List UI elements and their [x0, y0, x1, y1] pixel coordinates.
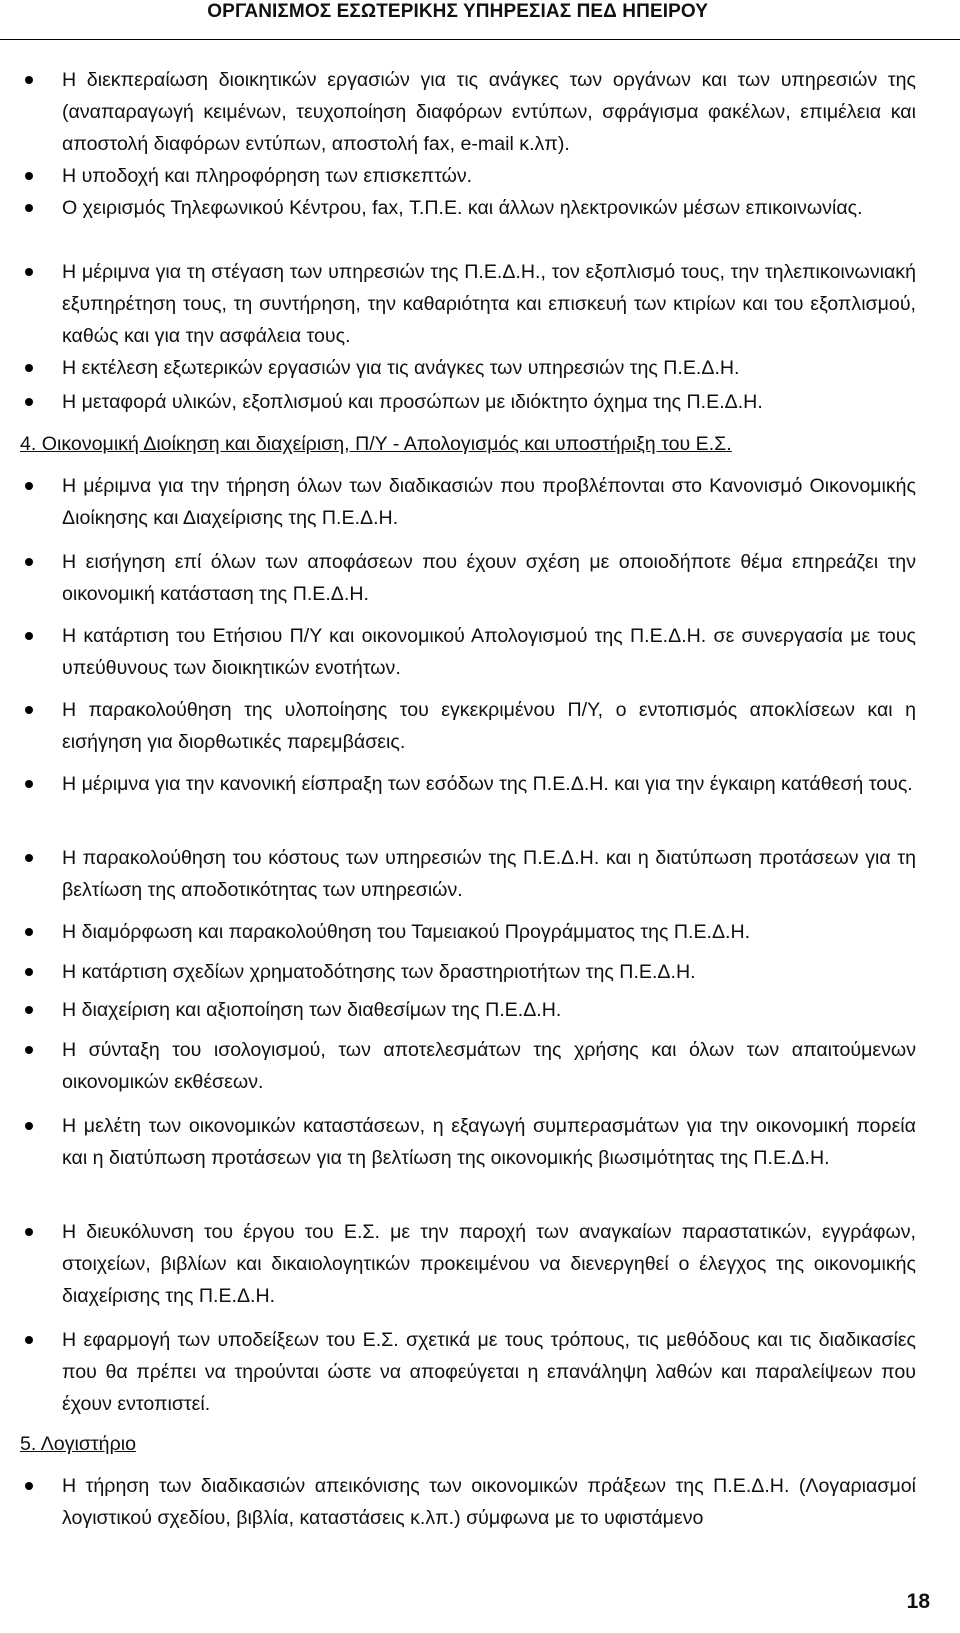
bullet-icon: [25, 1006, 33, 1014]
page-number: 18: [906, 1590, 930, 1613]
bullet-icon: [25, 928, 33, 936]
list-item-text: Η υποδοχή και πληροφόρηση των επισκεπτών.: [62, 165, 473, 187]
bullet-icon: [25, 1122, 33, 1130]
list-item-text: Η μέριμνα για την τήρηση όλων των διαδικασιών που προβλέπονται στο Κανονισμό Οικονομικής Διοίκησης και Διαχείρισης της Π.Ε.Δ.Η.: [62, 475, 916, 529]
bullet-icon: [25, 364, 33, 372]
bullet-icon: [25, 706, 33, 714]
list-item-text: Η διεκπεραίωση διοικητικών εργασιών για τις ανάγκες των οργάνων και των υπηρεσιών της (αναπαραγωγή κειμένων, τευχοποίηση διαφόρων εντύπων, σφράγισμα φακέλων, επιμέλεια και αποστολή διαφόρων εντύπων, αποστολή fax, e-mail κ.λπ).: [62, 69, 916, 155]
bullet-icon: [25, 1336, 33, 1344]
bullet-icon: [25, 558, 33, 566]
bullet-icon: [25, 1482, 33, 1490]
header-title: ΟΡΓΑΝΙΣΜΟΣ ΕΣΩΤΕΡΙΚΗΣ ΥΠΗΡΕΣΙΑΣ ΠΕΔ ΗΠΕΙΡΟΥ: [207, 1, 708, 22]
list-item-text: Η κατάρτιση σχεδίων χρηματοδότησης των δραστηριοτήτων της Π.Ε.Δ.Η.: [62, 961, 696, 983]
bullet-icon: [25, 1046, 33, 1054]
list-item-text: Ο χειρισμός Τηλεφωνικού Κέντρου, fax, Τ.Π.Ε. και άλλων ηλεκτρονικών μέσων επικοινωνίας.: [62, 197, 863, 219]
bullet-icon: [25, 968, 33, 976]
bullet-icon: [25, 854, 33, 862]
list-item-text: Η μέριμνα για τη στέγαση των υπηρεσιών της Π.Ε.Δ.Η., τον εξοπλισμό τους, την τηλεπικοινωνιακή εξυπηρέτηση τους, τη συντήρηση, την καθαριότητα και επισκευή των κτιρίων και του εξοπλισμού, καθώς και για την ασφάλεια τους.: [62, 261, 916, 347]
list-item-text: Η κατάρτιση του Ετήσιου Π/Υ και οικονομικού Απολογισμού της Π.Ε.Δ.Η. σε συνεργασία με τους υπεύθυνους των διοικητικών ενοτήτων.: [62, 625, 916, 679]
bullet-icon: [25, 1228, 33, 1236]
list-item-text: Η εφαρμογή των υποδείξεων του Ε.Σ. σχετικά με τους τρόπους, τις μεθόδους και τις διαδικασίες που θα πρέπει να τηρούνται ώστε να αποφεύγεται η επανάληψη λαθών και παραλείψεων που έχουν εντοπιστεί.: [62, 1329, 916, 1415]
list-item-text: Η σύνταξη του ισολογισμού, των αποτελεσμάτων της χρήσης και όλων των απαιτούμενων οικονομικών εκθέσεων.: [62, 1039, 916, 1093]
bullet-icon: [25, 268, 33, 276]
bullet-icon: [25, 780, 33, 788]
list-item-text: Η μελέτη των οικονομικών καταστάσεων, η εξαγωγή συμπερασμάτων για την οικονομική πορεία και η διατύπωση προτάσεων για τη βελτίωση της οικονομικής βιωσιμότητας της Π.Ε.Δ.Η.: [62, 1115, 916, 1169]
list-item-text: Η μεταφορά υλικών, εξοπλισμού και προσώπων με ιδιόκτητο όχημα της Π.Ε.Δ.Η.: [62, 391, 763, 413]
page-header: [0, 0, 960, 40]
list-item-text: Η παρακολούθηση της υλοποίησης του εγκεκριμένου Π/Υ, ο εντοπισμός αποκλίσεων και η εισήγηση για διορθωτικές παρεμβάσεις.: [62, 699, 916, 753]
list-item-text: Η τήρηση των διαδικασιών απεικόνισης των οικονομικών πράξεων της Π.Ε.Δ.Η. (Λογαριασμοί λογιστικού σχεδίου, βιβλία, καταστάσεις κ.λπ.) σύμφωνα με το υφιστάμενο: [62, 1475, 916, 1529]
list-item-text: Η εισήγηση επί όλων των αποφάσεων που έχουν σχέση με οποιοδήποτε θέμα επηρεάζει την οικονομική κατάσταση της Π.Ε.Δ.Η.: [62, 551, 916, 605]
bullet-icon: [25, 398, 33, 406]
bullet-icon: [25, 632, 33, 640]
bullet-icon: [25, 172, 33, 180]
section-heading-text: 5. Λογιστήριο: [20, 1433, 136, 1455]
list-item-text: Η εκτέλεση εξωτερικών εργασιών για τις ανάγκες των υπηρεσιών της Π.Ε.Δ.Η.: [62, 357, 740, 379]
bullet-icon: [25, 204, 33, 212]
list-item-text: Η διαμόρφωση και παρακολούθηση του Ταμειακού Προγράμματος της Π.Ε.Δ.Η.: [62, 921, 751, 943]
list-item-text: Η διευκόλυνση του έργου του Ε.Σ. με την παροχή των αναγκαίων παραστατικών, εγγράφων, στοιχείων, βιβλίων και δικαιολογητικών προκειμένου να διενεργηθεί ο έλεγχος της οικονομικής διαχείρισης της Π.Ε.Δ.Η.: [62, 1221, 916, 1307]
list-item-text: Η μέριμνα για την κανονική είσπραξη των εσόδων της Π.Ε.Δ.Η. και για την έγκαιρη κατάθεσή τους.: [62, 773, 913, 795]
list-item-text: Η παρακολούθηση του κόστους των υπηρεσιών της Π.Ε.Δ.Η. και η διατύπωση προτάσεων για τη βελτίωση της αποδοτικότητας των υπηρεσιών.: [62, 847, 916, 901]
list-item-text: Η διαχείριση και αξιοποίηση των διαθεσίμων της Π.Ε.Δ.Η.: [62, 999, 562, 1021]
bullet-icon: [25, 76, 33, 84]
section-heading-text: 4. Οικονομική Διοίκηση και διαχείριση, Π/Υ - Απολογισμός και υποστήριξη του Ε.Σ.: [20, 433, 732, 455]
bullet-icon: [25, 482, 33, 490]
